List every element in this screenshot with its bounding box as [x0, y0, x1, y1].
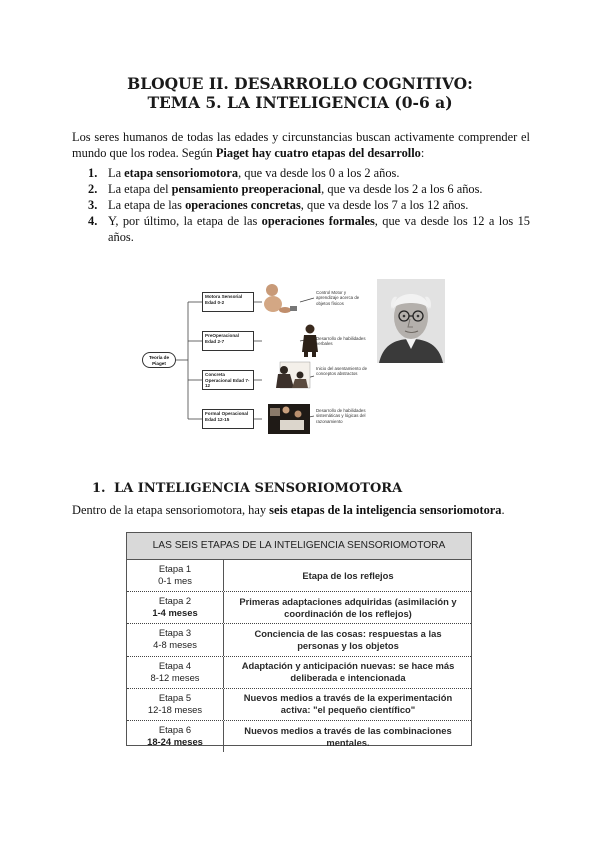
stage-age: 12-18 meses — [147, 703, 203, 715]
stage-desc: Nuevos medios a través de la experimentación activa: "el pequeño científico" — [243, 692, 453, 716]
list-bold: pensamiento preoperacional — [171, 182, 322, 196]
table-row — [127, 657, 471, 689]
table-row — [127, 592, 471, 624]
table-cell-stage — [127, 560, 224, 591]
section-paragraph — [72, 503, 542, 519]
list-number: 1. — [88, 166, 98, 180]
list-text: , que va desde los 0 a los 2 años. — [238, 166, 400, 180]
section-heading — [92, 481, 402, 496]
table-cell-desc — [225, 657, 471, 688]
baby-picture — [264, 284, 297, 313]
section-bold: seis etapas de la inteligencia sensoriomotora — [269, 503, 502, 517]
table-cell-desc — [225, 721, 471, 752]
stage-age: 18-24 meses — [147, 735, 203, 747]
section-text: Dentro de la etapa sensoriomotora, hay — [72, 503, 270, 517]
diagram-stage-box: Motora Sensorial Edad 0-2 — [202, 292, 254, 312]
list-text: , que va desde los 2 a los 6 años. — [321, 182, 483, 196]
stage-desc: Adaptación y anticipación nuevas: se hace más deliberada e intencionada — [241, 660, 455, 684]
list-bold: etapa sensoriomotora — [124, 166, 239, 180]
section-period: . — [501, 503, 505, 517]
table-row — [127, 560, 471, 592]
list-bold: operaciones formales — [261, 214, 375, 228]
section-title: LA INTELIGENCIA SENSORIOMOTORA — [114, 481, 403, 496]
table-cell-desc — [225, 689, 471, 720]
list-number: 3. — [88, 198, 98, 212]
table-cell-stage — [127, 689, 224, 720]
stage-label: Etapa 1 — [158, 563, 192, 574]
stage-desc: Etapa de los reflejos — [302, 569, 394, 581]
portrait-image — [377, 279, 445, 363]
table-cell-stage — [127, 592, 224, 623]
list-item — [88, 214, 530, 245]
diagram-stage-box: Formal Operacional Edad 12-15 — [202, 409, 254, 429]
list-item — [88, 182, 530, 198]
intro-text: Los seres humanos de todas las edades y circunstancias buscan activamente comprender el mundo que los rodea. Según — [72, 130, 530, 160]
table-header: LAS SEIS ETAPAS DE LA INTELIGENCIA SENSORIOMOTORA — [127, 533, 471, 560]
stage-label: Etapa 6 — [158, 723, 192, 735]
list-item — [88, 166, 530, 182]
list-number: 2. — [88, 182, 98, 196]
stage-label: Etapa 3 — [158, 627, 192, 639]
table-cell-stage — [127, 721, 224, 752]
list-text: La etapa del — [108, 182, 172, 196]
diagram-stage-box: Concreta Operacional Edad 7-12 — [202, 370, 254, 390]
intro-bold: Piaget hay cuatro etapas del desarrollo — [215, 145, 421, 160]
table-cell-desc — [225, 560, 471, 591]
piaget-stages-list — [88, 166, 530, 246]
intro-paragraph — [72, 130, 530, 161]
table-cell-desc — [225, 624, 471, 655]
table-row — [127, 624, 471, 656]
list-bold: operaciones concretas — [185, 198, 301, 212]
table-cell-stage — [127, 624, 224, 655]
diagram-root: Teoría de Piaget — [142, 352, 176, 368]
list-text: La — [108, 166, 125, 180]
table-row — [127, 721, 471, 752]
stage-label: Etapa 5 — [158, 691, 192, 703]
piaget-portrait — [377, 279, 445, 363]
stage-desc: Conciencia de las cosas: respuestas a las personas y los objetos — [254, 627, 442, 651]
diagram-stage-desc: Desarrollo de habilidades verbales — [316, 336, 366, 347]
children-picture — [276, 362, 310, 388]
stage-label: Etapa 2 — [158, 595, 192, 607]
list-text: , que va desde los 12 a los 15 años. — [108, 214, 530, 244]
stage-desc: Primeras adaptaciones adquiridas (asimilación y coordinación de los reflejos) — [239, 595, 457, 619]
sensorimotor-stages-table — [126, 532, 472, 746]
section-number: 1. — [92, 481, 106, 496]
document-title-line1: BLOQUE II. DESARROLLO COGNITIVO: — [127, 74, 473, 93]
piaget-theory-diagram — [140, 280, 370, 440]
list-text: La etapa de las — [108, 198, 186, 212]
diagram-stage-desc: Inicio del asentamiento de conceptos abstractos — [316, 366, 368, 377]
list-text: , que va desde los 7 a los 12 años. — [300, 198, 469, 212]
table-row — [127, 689, 471, 721]
diagram-stage-desc: Control Motor y aprendizaje acerca de objetos físicos — [316, 290, 360, 306]
stage-age: 4-8 meses — [153, 639, 197, 651]
stage-age: 1-4 meses — [152, 607, 198, 619]
stage-label: Etapa 4 — [158, 659, 192, 671]
list-number: 4. — [88, 214, 98, 228]
stage-age: 8-12 meses — [150, 671, 200, 683]
students-picture — [268, 404, 310, 434]
document-title-line2: TEMA 5. LA INTELIGENCIA (0-6 a) — [147, 93, 453, 112]
stage-desc: Nuevos medios a través de las combinaciones mentales. — [244, 724, 452, 748]
list-item — [88, 198, 530, 214]
stage-age: 0-1 mes — [158, 575, 192, 586]
list-text: Y, por último, la etapa de las — [108, 214, 262, 228]
diagram-stage-desc: Desarrollo de habilidades sistemáticas y lógicas del razonamiento — [316, 408, 366, 424]
diagram-stage-box: PreOperacional Edad 2-7 — [202, 331, 254, 351]
table-cell-stage — [127, 657, 224, 688]
intro-colon: : — [420, 145, 425, 160]
table-cell-desc — [225, 592, 471, 623]
